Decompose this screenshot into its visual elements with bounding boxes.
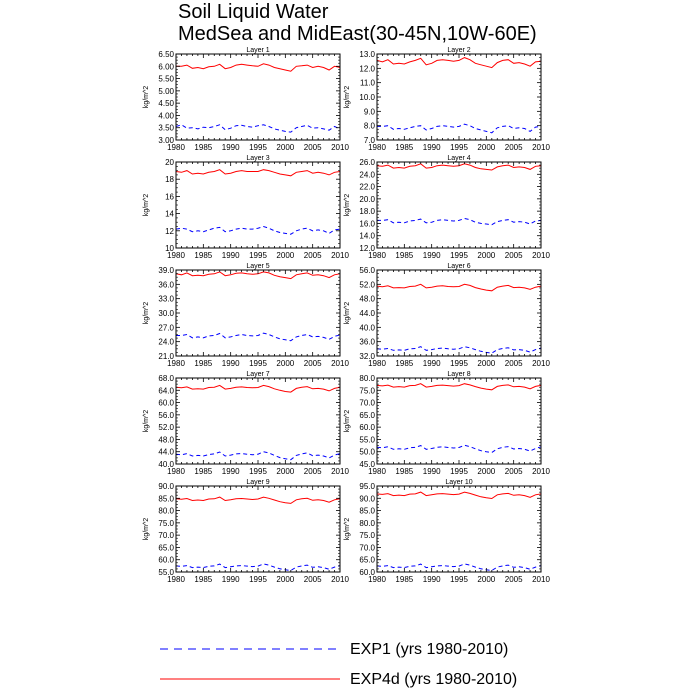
legend-label-exp1: EXP1 (yrs 1980-2010) xyxy=(350,641,509,658)
y-tick-label: 70.0 xyxy=(359,543,375,553)
x-tick-label: 1995 xyxy=(249,251,267,260)
series-line-exp4d xyxy=(377,492,541,498)
x-tick-label: 1995 xyxy=(450,143,468,152)
y-axis-label: kg/m^2 xyxy=(143,517,150,541)
x-tick-label: 1985 xyxy=(395,251,414,260)
panel-layer-8 xyxy=(344,371,550,476)
x-tick-label: 1995 xyxy=(450,467,468,476)
x-tick-label: 1985 xyxy=(395,143,414,152)
panel-title: Layer 4 xyxy=(447,155,471,162)
x-tick-label: 2005 xyxy=(303,467,322,476)
x-tick-label: 2010 xyxy=(532,143,550,152)
y-tick-label: 4.50 xyxy=(158,99,174,109)
panel-layer-3 xyxy=(143,155,349,260)
y-tick-label: 33.0 xyxy=(158,294,174,304)
y-tick-label: 6.50 xyxy=(158,50,174,59)
y-tick-label: 65.0 xyxy=(359,555,375,565)
y-tick-label: 12.0 xyxy=(359,64,375,74)
y-tick-label: 10 xyxy=(165,244,174,253)
y-tick-label: 16 xyxy=(165,192,174,202)
y-tick-label: 36.0 xyxy=(158,280,174,290)
x-tick-label: 1985 xyxy=(395,359,414,368)
panel-title: Layer 1 xyxy=(246,47,270,54)
series-line-exp4d xyxy=(176,385,340,392)
x-tick-label: 1990 xyxy=(422,143,441,152)
panel-layer-7 xyxy=(143,371,349,476)
panel-title: Layer 5 xyxy=(246,263,270,270)
series-line-exp4d xyxy=(377,284,541,291)
y-tick-label: 55.0 xyxy=(158,568,174,577)
x-tick-label: 2000 xyxy=(276,467,295,476)
x-tick-label: 2010 xyxy=(532,251,550,260)
y-tick-label: 55.0 xyxy=(359,435,375,445)
y-tick-label: 30.0 xyxy=(158,309,174,318)
x-tick-label: 1980 xyxy=(167,575,185,584)
x-tick-label: 1990 xyxy=(422,467,441,476)
x-tick-label: 2000 xyxy=(276,251,295,260)
y-tick-label: 27.0 xyxy=(158,323,174,333)
series-line-exp4d xyxy=(377,58,541,68)
x-tick-label: 2005 xyxy=(504,143,523,152)
x-tick-label: 2010 xyxy=(532,575,550,584)
y-axis-label: kg/m^2 xyxy=(344,85,351,109)
y-tick-label: 85.0 xyxy=(359,506,375,516)
panel-layer-5 xyxy=(143,263,349,368)
x-tick-label: 1985 xyxy=(194,251,213,260)
y-tick-label: 65.0 xyxy=(359,410,375,420)
x-tick-label: 1995 xyxy=(249,359,267,368)
x-tick-label: 2010 xyxy=(331,251,349,260)
x-tick-label: 1990 xyxy=(221,575,240,584)
chart-title-line2: MedSea and MidEast(30-45N,10W-60E) xyxy=(178,23,537,45)
y-tick-label: 60.0 xyxy=(359,423,375,433)
y-axis-label: kg/m^2 xyxy=(344,409,351,433)
x-tick-label: 2010 xyxy=(532,467,550,476)
x-tick-label: 1990 xyxy=(422,359,441,368)
x-tick-label: 2000 xyxy=(477,359,496,368)
y-tick-label: 7.0 xyxy=(363,136,375,145)
y-axis-label: kg/m^2 xyxy=(143,409,150,433)
panel-title: Layer 10 xyxy=(445,479,473,486)
y-tick-label: 14 xyxy=(165,209,174,219)
y-tick-label: 90.0 xyxy=(158,482,174,491)
y-tick-label: 4.00 xyxy=(158,111,174,121)
y-tick-label: 50.0 xyxy=(359,447,375,457)
plot-frame xyxy=(176,162,340,248)
x-tick-label: 2010 xyxy=(331,359,349,368)
series-line-exp4d xyxy=(377,384,541,390)
x-tick-label: 1980 xyxy=(368,575,386,584)
y-tick-label: 80.0 xyxy=(359,518,375,528)
y-tick-label: 21.0 xyxy=(158,352,174,361)
x-tick-label: 2005 xyxy=(504,575,523,584)
y-tick-label: 12 xyxy=(165,226,174,236)
y-tick-label: 56.0 xyxy=(359,266,375,275)
legend-entry-exp1 xyxy=(160,641,508,658)
y-tick-label: 32.0 xyxy=(359,352,375,361)
y-tick-label: 10.0 xyxy=(359,93,375,102)
y-tick-label: 64.0 xyxy=(158,386,174,396)
series-line-exp1 xyxy=(176,125,340,132)
y-tick-label: 52.0 xyxy=(359,280,375,290)
y-tick-label: 40.0 xyxy=(359,323,375,333)
x-tick-label: 1990 xyxy=(221,143,240,152)
y-tick-label: 39.0 xyxy=(158,266,174,275)
y-tick-label: 75.0 xyxy=(359,386,375,396)
y-tick-label: 60.0 xyxy=(359,568,375,577)
y-tick-label: 11.0 xyxy=(360,78,375,88)
y-tick-label: 5.00 xyxy=(158,86,174,96)
x-tick-label: 1980 xyxy=(167,143,185,152)
x-tick-label: 2010 xyxy=(331,575,349,584)
series-line-exp1 xyxy=(176,227,340,235)
x-tick-label: 2005 xyxy=(303,251,322,260)
x-tick-label: 2000 xyxy=(477,143,496,152)
x-tick-label: 1995 xyxy=(249,467,267,476)
x-tick-label: 1990 xyxy=(221,359,240,368)
x-tick-label: 2000 xyxy=(477,467,496,476)
x-tick-label: 1980 xyxy=(368,251,386,260)
x-tick-label: 2005 xyxy=(303,359,322,368)
legend xyxy=(160,641,517,688)
y-axis-label: kg/m^2 xyxy=(344,301,351,325)
series-line-exp4d xyxy=(176,170,340,176)
y-tick-label: 75.0 xyxy=(158,518,174,528)
x-tick-label: 1995 xyxy=(450,359,468,368)
y-tick-label: 24.0 xyxy=(158,337,174,347)
y-tick-label: 13.0 xyxy=(359,50,375,59)
y-tick-label: 48.0 xyxy=(359,294,375,304)
x-tick-label: 2005 xyxy=(504,467,523,476)
y-axis-label: kg/m^2 xyxy=(143,85,150,109)
y-tick-label: 26.0 xyxy=(359,158,375,167)
x-tick-label: 1985 xyxy=(395,575,414,584)
x-tick-label: 1990 xyxy=(221,467,240,476)
x-tick-label: 2005 xyxy=(303,575,322,584)
x-tick-label: 1985 xyxy=(194,575,213,584)
y-tick-label: 95.0 xyxy=(359,482,375,491)
x-tick-label: 2010 xyxy=(331,143,349,152)
y-tick-label: 56.0 xyxy=(158,410,174,420)
panel-layer-10 xyxy=(344,479,550,584)
x-tick-label: 1995 xyxy=(249,143,267,152)
y-tick-label: 80.0 xyxy=(359,374,375,383)
y-tick-label: 60.0 xyxy=(158,555,174,565)
x-tick-label: 2005 xyxy=(504,251,523,260)
y-tick-label: 44.0 xyxy=(359,309,375,318)
y-tick-label: 24.0 xyxy=(359,170,375,180)
x-tick-label: 2010 xyxy=(331,467,349,476)
x-tick-label: 1985 xyxy=(194,143,213,152)
panels xyxy=(143,47,550,584)
y-axis-label: kg/m^2 xyxy=(344,193,351,217)
y-tick-label: 45.0 xyxy=(359,460,375,469)
y-tick-label: 70.0 xyxy=(158,531,174,541)
plot-frame xyxy=(377,162,541,248)
legend-entry-exp4d xyxy=(160,671,517,688)
series-line-exp1 xyxy=(377,124,541,133)
y-tick-label: 20.0 xyxy=(359,194,375,204)
y-tick-label: 48.0 xyxy=(158,435,174,445)
x-tick-label: 2000 xyxy=(477,251,496,260)
panel-layer-6 xyxy=(344,263,550,368)
series-line-exp4d xyxy=(176,497,340,503)
y-tick-label: 9.0 xyxy=(363,107,375,117)
y-tick-label: 80.0 xyxy=(158,506,174,516)
series-line-exp1 xyxy=(176,452,340,460)
panel-title: Layer 2 xyxy=(447,47,471,54)
x-tick-label: 1980 xyxy=(368,467,386,476)
panel-title: Layer 8 xyxy=(447,371,471,378)
y-tick-label: 18.0 xyxy=(359,207,375,217)
y-tick-label: 90.0 xyxy=(359,494,375,504)
y-tick-label: 3.50 xyxy=(158,123,174,133)
y-tick-label: 20 xyxy=(165,158,174,167)
y-tick-label: 52.0 xyxy=(158,423,174,433)
y-tick-label: 68.0 xyxy=(158,374,174,383)
y-tick-label: 65.0 xyxy=(158,543,174,553)
y-axis-label: kg/m^2 xyxy=(143,301,150,325)
y-axis-label: kg/m^2 xyxy=(344,517,351,541)
plot-frame xyxy=(377,54,541,140)
x-tick-label: 1980 xyxy=(167,251,185,260)
x-tick-label: 2000 xyxy=(477,575,496,584)
x-tick-label: 1985 xyxy=(194,467,213,476)
plot-frame xyxy=(176,378,340,464)
x-tick-label: 1995 xyxy=(450,575,468,584)
x-tick-label: 1990 xyxy=(422,251,441,260)
x-tick-label: 2005 xyxy=(504,359,523,368)
y-tick-label: 6.00 xyxy=(158,62,174,72)
y-tick-label: 60.0 xyxy=(158,398,174,408)
panel-title: Layer 7 xyxy=(246,371,270,378)
panel-layer-4 xyxy=(344,155,550,260)
x-tick-label: 1985 xyxy=(395,467,414,476)
y-tick-label: 5.50 xyxy=(158,74,174,84)
y-tick-label: 16.0 xyxy=(359,219,375,229)
y-tick-label: 8.0 xyxy=(363,121,375,131)
panel-layer-9 xyxy=(143,479,349,584)
panel-title: Layer 6 xyxy=(447,263,471,270)
y-tick-label: 70.0 xyxy=(359,398,375,408)
series-line-exp4d xyxy=(176,64,340,71)
y-tick-label: 22.0 xyxy=(359,182,375,192)
y-tick-label: 75.0 xyxy=(359,531,375,541)
x-tick-label: 1980 xyxy=(368,359,386,368)
chart-title-line1: Soil Liquid Water xyxy=(178,1,329,23)
series-line-exp1 xyxy=(176,333,340,341)
x-tick-label: 2010 xyxy=(532,359,550,368)
x-tick-label: 1980 xyxy=(167,359,185,368)
x-tick-label: 1980 xyxy=(368,143,386,152)
panel-title: Layer 3 xyxy=(246,155,270,162)
y-tick-label: 3.00 xyxy=(158,136,174,145)
x-tick-label: 2000 xyxy=(276,575,295,584)
series-line-exp1 xyxy=(377,219,541,225)
y-tick-label: 85.0 xyxy=(158,494,174,504)
plot-frame xyxy=(176,270,340,356)
series-line-exp1 xyxy=(377,445,541,452)
y-tick-label: 40.0 xyxy=(158,460,174,469)
legend-label-exp4d: EXP4d (yrs 1980-2010) xyxy=(350,671,518,688)
x-tick-label: 1985 xyxy=(194,359,213,368)
y-tick-label: 14.0 xyxy=(359,231,375,241)
y-tick-label: 36.0 xyxy=(359,337,375,347)
x-tick-label: 1990 xyxy=(422,575,441,584)
x-tick-label: 1980 xyxy=(167,467,185,476)
y-tick-label: 12.0 xyxy=(359,244,375,253)
plot-frame xyxy=(377,486,541,572)
x-tick-label: 2000 xyxy=(276,143,295,152)
y-tick-label: 18 xyxy=(165,175,174,185)
panel-layer-1 xyxy=(143,47,349,152)
y-axis-label: kg/m^2 xyxy=(143,193,150,217)
y-tick-label: 44.0 xyxy=(158,447,174,457)
x-tick-label: 1995 xyxy=(450,251,468,260)
panel-layer-2 xyxy=(344,47,550,152)
x-tick-label: 2000 xyxy=(276,359,295,368)
x-tick-label: 2005 xyxy=(303,143,322,152)
x-tick-label: 1995 xyxy=(249,575,267,584)
plot-frame xyxy=(377,378,541,464)
plot-frame xyxy=(377,270,541,356)
panel-title: Layer 9 xyxy=(246,479,270,486)
x-tick-label: 1990 xyxy=(221,251,240,260)
